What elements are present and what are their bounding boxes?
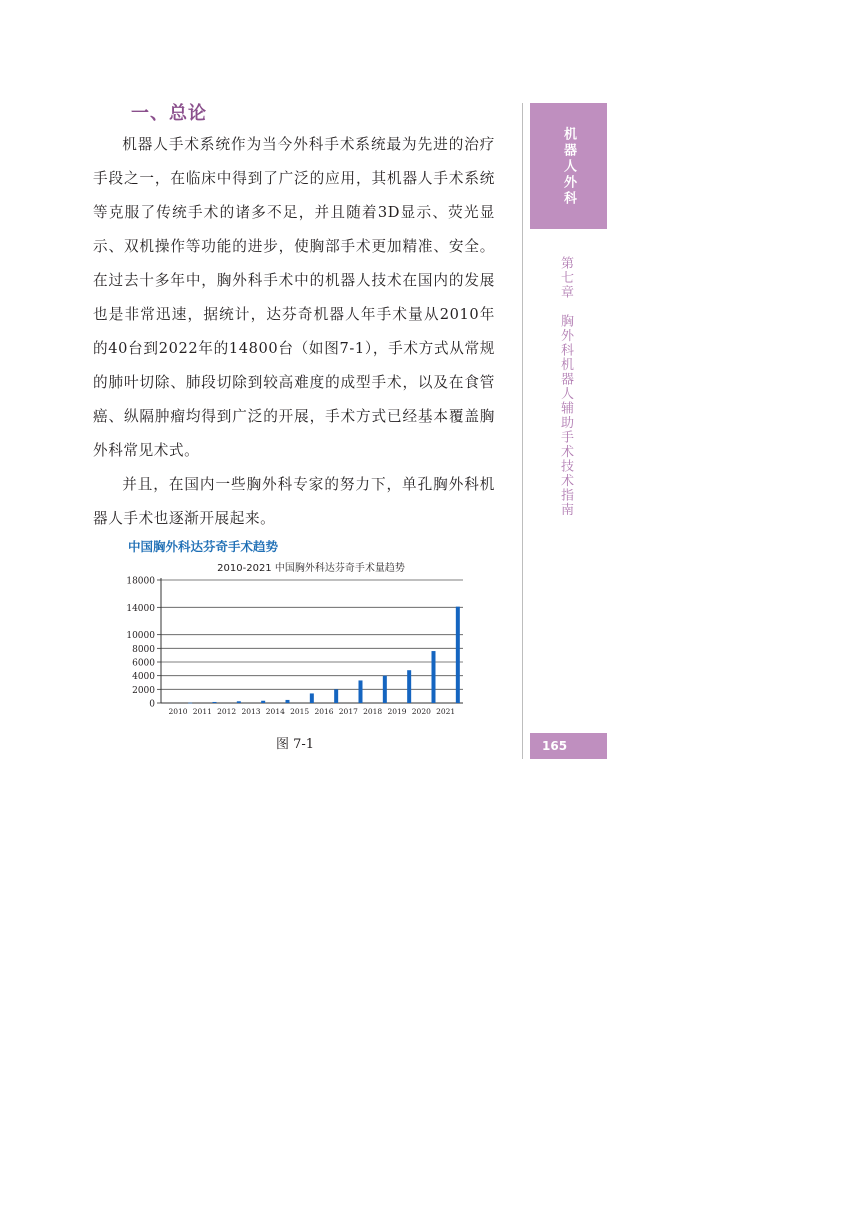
book-tab	[530, 103, 607, 229]
x-tick-label: 2018	[363, 707, 383, 716]
bar-2019	[407, 670, 411, 703]
y-tick-label: 6000	[132, 658, 155, 669]
chapter-title: 第七章 胸外科机器人辅助手术技术指南	[558, 256, 573, 517]
y-tick-label: 2000	[132, 685, 155, 696]
bar-2018	[383, 676, 387, 703]
x-tick-label: 2013	[241, 707, 261, 716]
figure-heading: 中国胸外科达芬奇手术趋势	[128, 539, 279, 554]
y-tick-label: 8000	[132, 644, 155, 655]
x-tick-label: 2010	[168, 707, 188, 716]
chart-area	[110, 535, 480, 725]
bar-2015	[310, 693, 314, 703]
bar-2020	[432, 651, 436, 703]
bar-2017	[359, 680, 363, 703]
y-tick-label: 18000	[126, 576, 155, 587]
bar-2011	[213, 702, 217, 703]
x-tick-label: 2021	[436, 707, 456, 716]
chart-title: 2010-2021 中国胸外科达芬奇手术量趋势	[217, 563, 405, 574]
bar-2012	[237, 701, 241, 703]
y-tick-label: 0	[149, 699, 155, 710]
x-tick-label: 2019	[387, 707, 407, 716]
body-text	[93, 128, 495, 536]
book-tab-label: 机器人外科	[561, 127, 576, 207]
page-number: 165	[530, 733, 607, 759]
bar-chart	[110, 535, 480, 725]
x-tick-label: 2012	[217, 707, 237, 716]
figure-caption: 图 7-1	[275, 737, 315, 752]
bar-2013	[261, 701, 265, 703]
x-tick-label: 2015	[290, 707, 310, 716]
y-tick-label: 10000	[126, 631, 155, 642]
bar-2010	[188, 703, 192, 704]
x-tick-label: 2020	[411, 707, 431, 716]
paragraph-2: 并且，在国内一些胸外科专家的努力下，单孔胸外科机器人手术也逐渐开展起来。	[93, 476, 495, 527]
x-tick-label: 2011	[192, 707, 212, 716]
bar-2014	[286, 700, 290, 703]
x-tick-label: 2017	[338, 707, 358, 716]
bar-2016	[334, 689, 338, 703]
sidebar-divider	[522, 103, 523, 759]
x-tick-label: 2016	[314, 707, 334, 716]
y-tick-label: 14000	[126, 603, 155, 614]
y-tick-label: 4000	[132, 672, 155, 683]
paragraph-1: 机器人手术系统作为当今外科手术系统最为先进的治疗手段之一，在临床中得到了广泛的应用，其机器人手术系统等克服了传统手术的诸多不足，并且随着3D显示、荧光显示、双机操作等功能的进步，使胸部手术更加精准、安全。在过去十多年中，胸外科手术中的机器人技术在国内的发展也是非常迅速，据统计，达芬奇机器人年手术量从2010年的40台到2022年的14800台（如图7-1），手术方式从常规的肺叶切除、肺段切除到较高难度的成型手术，以及在食管癌、纵隔肿瘤均得到广泛的开展，手术方式已经基本覆盖胸外科常见术式。	[93, 136, 495, 459]
section-heading: 一、总论	[131, 103, 207, 124]
bar-2021	[456, 607, 460, 703]
x-tick-label: 2014	[265, 707, 285, 716]
